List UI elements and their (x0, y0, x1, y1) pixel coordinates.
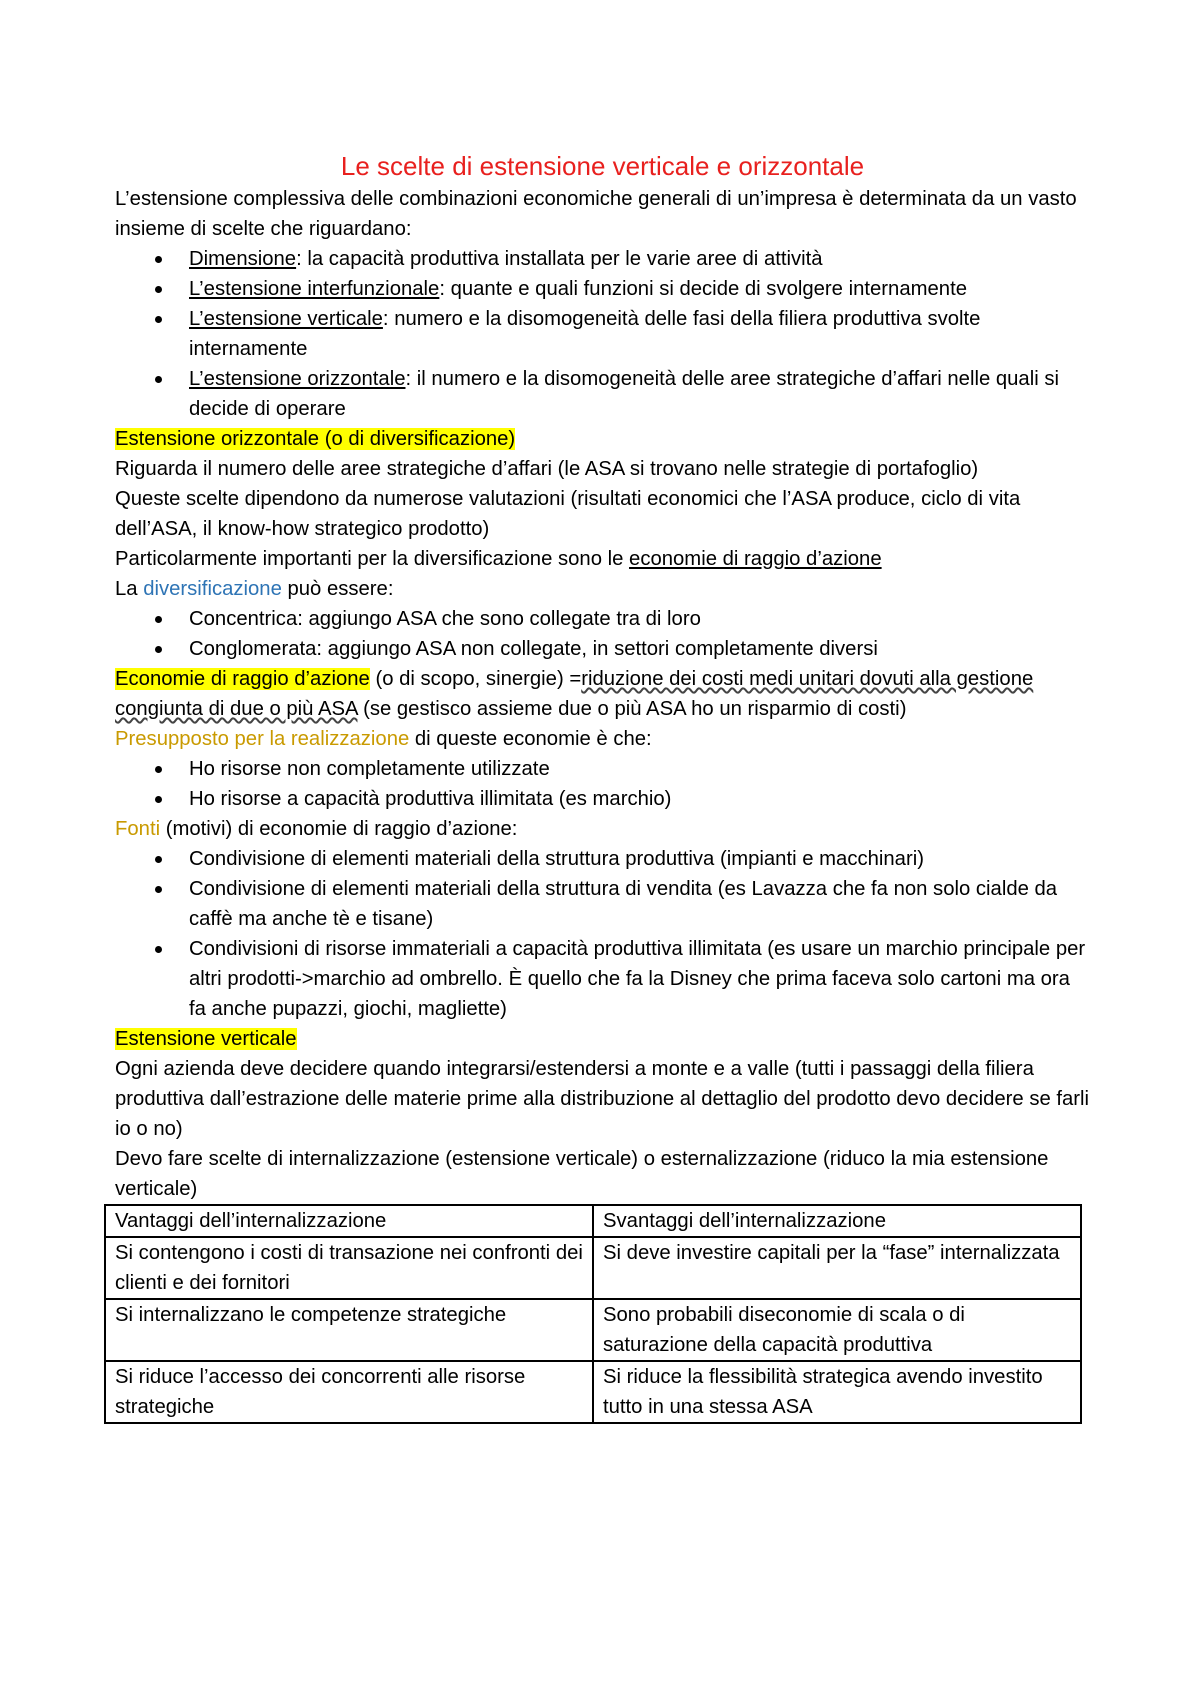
list-item: Condivisione di elementi materiali della struttura di vendita (es Lavazza che fa non solo cialde da caffè ma anche tè e tisane) (189, 874, 1090, 934)
table-header-cell: Vantaggi dell’internalizzazione (105, 1205, 593, 1237)
table-cell: Si riduce l’accesso dei concorrenti alle risorse strategiche (105, 1361, 593, 1423)
page-title: Le scelte di estensione verticale e orizzontale (340, 151, 865, 181)
table-cell: Si riduce la flessibilità strategica avendo investito tutto in una stessa ASA (593, 1361, 1081, 1423)
section-heading-horizontal (115, 424, 1090, 454)
term-interfunzionale: L’estensione interfunzionale (189, 278, 440, 300)
text-run: Particolarmente importanti per la diversificazione sono le (115, 548, 630, 570)
paragraph: Queste scelte dipendono da numerose valutazioni (risultati economici che l’ASA produce, ciclo di vita dell’ASA, il know-how strategico prodotto) (115, 488, 1021, 540)
colored-term: diversificazione (143, 578, 282, 600)
text-run: (motivi) di economie di raggio d’azione: (160, 818, 518, 840)
underlined-definition: riduzione dei costi medi unitari dovuti alla gestione congiunta di due o più ASA (115, 668, 1034, 720)
table-cell: Si contengono i costi di transazione nei confronti dei clienti e dei fornitori (105, 1237, 593, 1299)
list-item: Condivisione di elementi materiali della struttura produttiva (impianti e macchinari) (189, 844, 1090, 874)
paragraph (115, 814, 1090, 844)
table-row (105, 1237, 1081, 1299)
list-item: Ho risorse a capacità produttiva illimitata (es marchio) (189, 784, 1090, 814)
list-item (189, 304, 1090, 364)
text-run: può essere: (281, 578, 394, 600)
term-description: : numero e la disomogeneità delle fasi della filiera produttiva svolte internamente (189, 308, 981, 360)
sources-list (115, 844, 1090, 1024)
underlined-term: economie di raggio d’azione (629, 548, 882, 570)
comparison-table (104, 1204, 1082, 1424)
list-item: Conglomerata: aggiungo ASA non collegate, in settori completamente diversi (189, 634, 1090, 664)
text-run: di queste economie è che: (409, 728, 652, 750)
paragraph: Devo fare scelte di internalizzazione (estensione verticale) o esternalizzazione (riduco la mia estensione verticale) (115, 1148, 1049, 1200)
list-item (189, 364, 1090, 424)
term-orizzontale: L’estensione orizzontale (189, 368, 406, 390)
diversification-list (115, 604, 1090, 664)
paragraph (115, 724, 1090, 754)
document-page (115, 148, 1090, 1424)
section-heading-vertical (115, 1024, 1090, 1054)
highlighted-heading: Estensione verticale (115, 1028, 297, 1050)
highlighted-heading: Estensione orizzontale (o di diversificazione) (115, 428, 516, 450)
list-item: Concentrica: aggiungo ASA che sono collegate tra di loro (189, 604, 1090, 634)
paragraph (115, 664, 1090, 724)
list-item: Condivisioni di risorse immateriali a capacità produttiva illimitata (es usare un marchio principale per altri prodotti->marchio ad ombrello. È quello che fa la Disney che prima faceva solo cartoni ma ora fa anche pupazzi, giochi, magliette) (189, 934, 1090, 1024)
list-item (189, 274, 1090, 304)
list-item: Ho risorse non completamente utilizzate (189, 754, 1090, 784)
choices-list (115, 244, 1090, 424)
paragraph: Ogni azienda deve decidere quando integrarsi/estendersi a monte e a valle (tutti i passaggi della filiera produttiva dall’estrazione delle materie prime alla distribuzione al dettaglio del prodotto devo decidere se farli io o no) (115, 1058, 1090, 1140)
highlighted-heading: Economie di raggio d’azione (115, 668, 370, 690)
paragraph (115, 544, 1090, 574)
table-header-row (105, 1205, 1081, 1237)
list-item (189, 244, 1090, 274)
table-cell: Si deve investire capitali per la “fase” internalizzata (593, 1237, 1081, 1299)
table-cell: Sono probabili diseconomie di scala o di saturazione della capacità produttiva (593, 1299, 1081, 1361)
term-dimensione: Dimensione (189, 248, 297, 270)
term-description: : quante e quali funzioni si decide di svolgere internamente (439, 278, 967, 300)
table-cell: Si internalizzano le competenze strategiche (105, 1299, 593, 1361)
term-description: : la capacità produttiva installata per le varie aree di attività (296, 248, 823, 270)
text-run: (o di scopo, sinergie) = (369, 668, 582, 690)
colored-term: Presupposto per la realizzazione (115, 728, 410, 750)
paragraph: Riguarda il numero delle aree strategiche d’affari (le ASA si trovano nelle strategie di portafoglio) (115, 458, 979, 480)
table-row (105, 1361, 1081, 1423)
table-row (105, 1299, 1081, 1361)
prerequisites-list (115, 754, 1090, 814)
text-run: La (115, 578, 144, 600)
intro-paragraph: L’estensione complessiva delle combinazioni economiche generali di un’impresa è determinata da un vasto insieme di scelte che riguardano: (115, 188, 1077, 240)
paragraph (115, 574, 1090, 604)
term-description: : il numero e la disomogeneità delle aree strategiche d’affari nelle quali si decide di operare (189, 368, 1059, 420)
term-verticale: L’estensione verticale (189, 308, 383, 330)
table-header-cell: Svantaggi dell’internalizzazione (593, 1205, 1081, 1237)
colored-term: Fonti (115, 818, 161, 840)
text-run: (se gestisco assieme due o più ASA ho un risparmio di costi) (357, 698, 907, 720)
